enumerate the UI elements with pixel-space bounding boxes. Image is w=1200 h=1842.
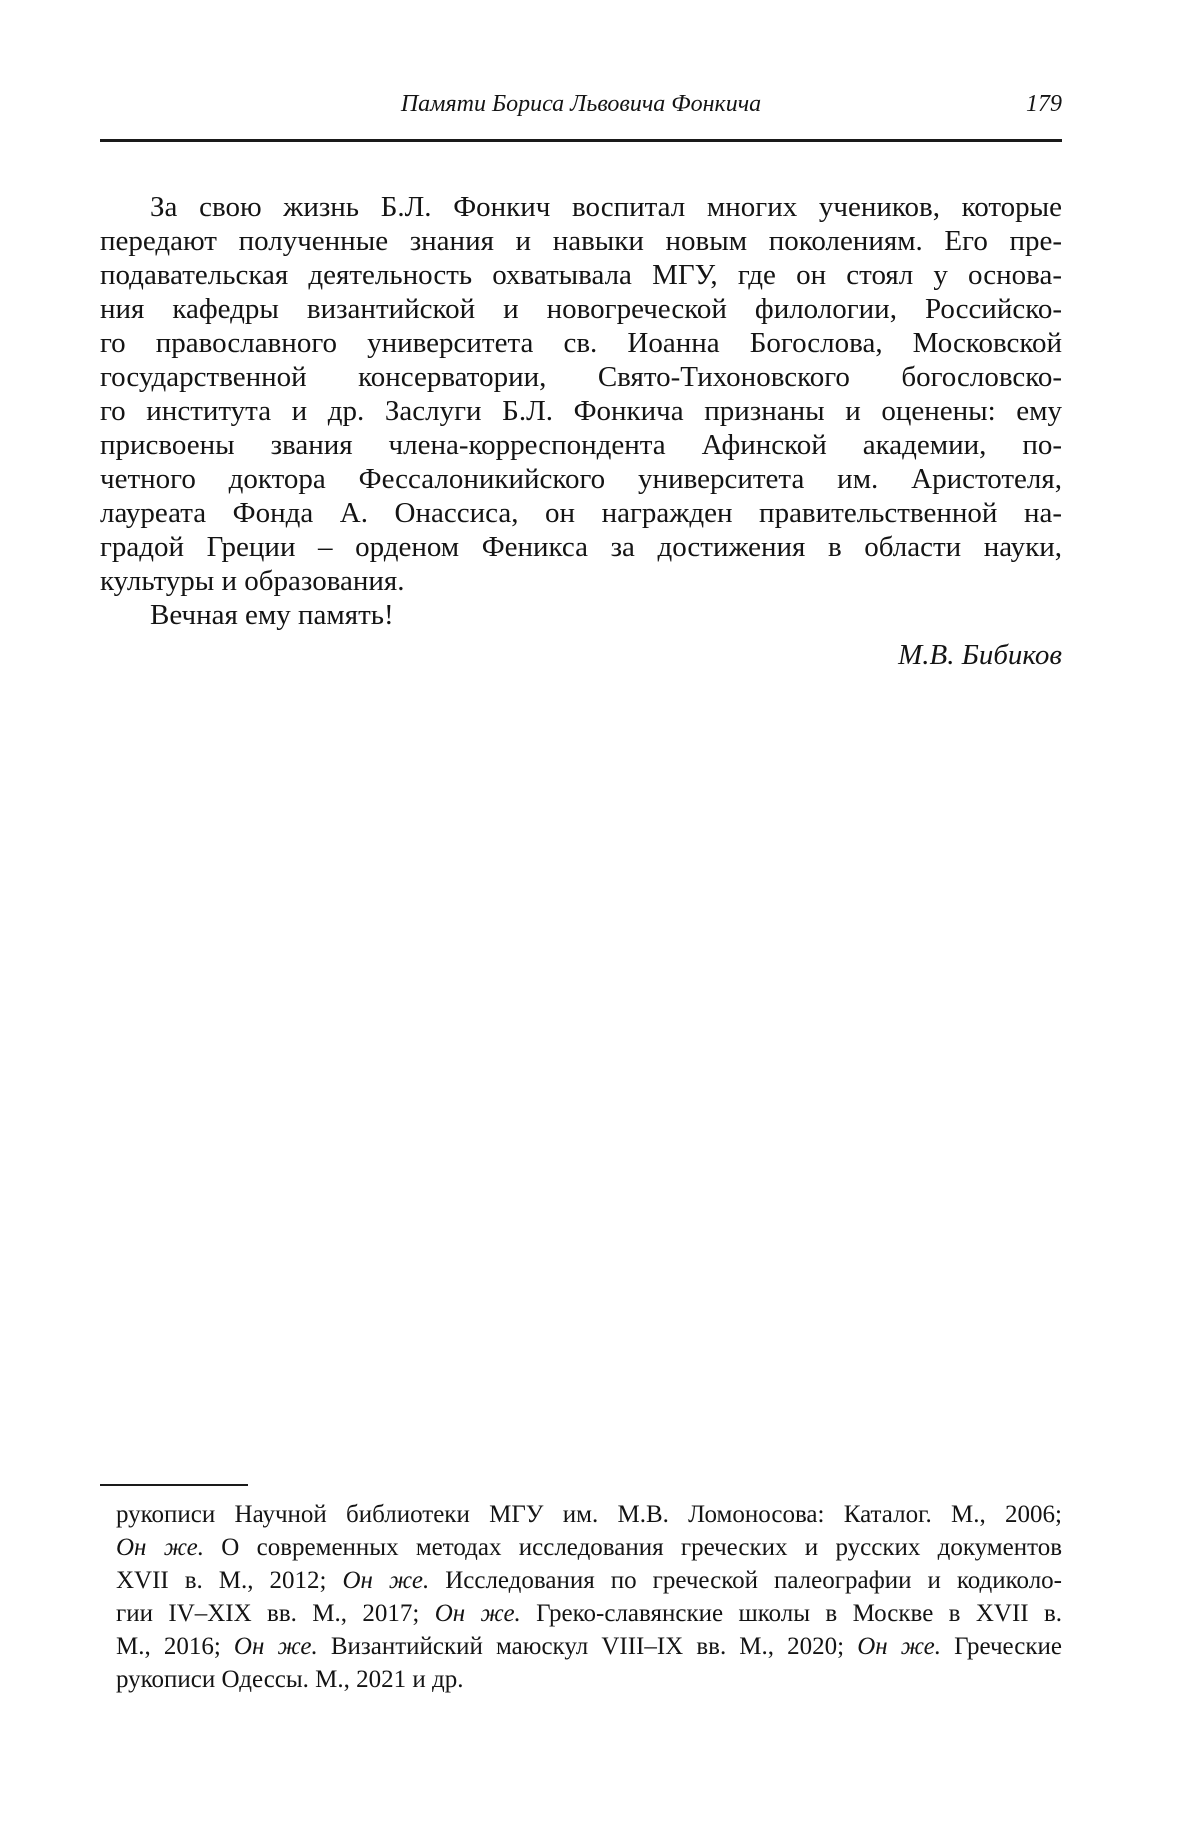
running-header-title: Памяти Бориса Львовича Фонкича	[400, 91, 762, 117]
body-line: го православного университета св. Иоанна Богослова, Московской	[100, 327, 1062, 359]
footnote-line	[100, 1630, 1062, 1663]
footnote-segment: Византийский маюскул VIII–IX вв. М., 2020;	[317, 1633, 858, 1660]
body-line: градой Греции – орденом Феникса за достижения в области науки,	[100, 531, 1062, 563]
footnote-italic-segment: Он же.	[342, 1567, 430, 1594]
footnote-segment: гии IV–XIX вв. М., 2017;	[116, 1600, 435, 1627]
body-line: государственной консерватории, Свято-Тихоновского богословско-	[100, 361, 1062, 393]
author-signature: М.В. Бибиков	[898, 639, 1062, 671]
footnote-segment: Греческие	[941, 1633, 1062, 1660]
body-line: четного доктора Фессалоникийского университета им. Аристотеля,	[100, 463, 1062, 495]
footnote-segment: О современных методах исследования греческих и русских документов	[204, 1534, 1062, 1561]
running-header	[100, 88, 1062, 120]
body-line: За свою жизнь Б.Л. Фонкич воспитал многих учеников, которые	[150, 191, 1062, 223]
footnote-line	[100, 1498, 1062, 1531]
footnote-segment: М., 2016;	[116, 1633, 234, 1660]
body-text	[100, 190, 1062, 672]
footnote-line	[100, 1531, 1062, 1564]
footnote-italic-segment: Он же.	[857, 1633, 942, 1660]
body-line: Вечная ему память!	[150, 599, 394, 631]
footnote-line	[100, 1663, 1062, 1696]
footnote-segment: Греко-славянские школы в Москве в XVII в.	[520, 1600, 1063, 1627]
footnote-segment: рукописи Одессы. М., 2021 и др.	[116, 1666, 464, 1693]
body-line: лауреата Фонда А. Онассиса, он награжден правительственной на-	[100, 497, 1062, 529]
body-line: подавательская деятельность охватывала МГУ, где он стоял у основа-	[100, 259, 1062, 291]
page-number: 179	[1026, 91, 1062, 117]
footnote	[100, 1498, 1062, 1696]
body-line: ния кафедры византийской и новогреческой филологии, Российско-	[100, 293, 1062, 325]
footnote-italic-segment: Он же.	[434, 1600, 521, 1627]
body-line: культуры и образования.	[100, 565, 405, 597]
footnote-segment: рукописи Научной библиотеки МГУ им. М.В. Ломоносова: Каталог. М., 2006;	[116, 1501, 1062, 1528]
footnote-rule	[100, 1484, 248, 1486]
body-line: присвоены звания члена-корреспондента Афинской академии, по-	[100, 429, 1062, 461]
body-line: го института и др. Заслуги Б.Л. Фонкича признаны и оценены: ему	[100, 395, 1062, 427]
footnote-segment: XVII в. М., 2012;	[116, 1567, 343, 1594]
footnote-segment: Исследования по греческой палеографии и кодиколо-	[429, 1567, 1063, 1594]
footnote-line	[100, 1564, 1062, 1597]
footnote-line	[100, 1597, 1062, 1630]
body-lines	[100, 190, 1062, 632]
footnote-italic-segment: Он же.	[233, 1633, 318, 1660]
header-rule	[100, 139, 1062, 142]
footnote-italic-segment: Он же.	[116, 1534, 205, 1561]
body-line: передают полученные знания и навыки новым поколениям. Его пре-	[100, 225, 1062, 257]
